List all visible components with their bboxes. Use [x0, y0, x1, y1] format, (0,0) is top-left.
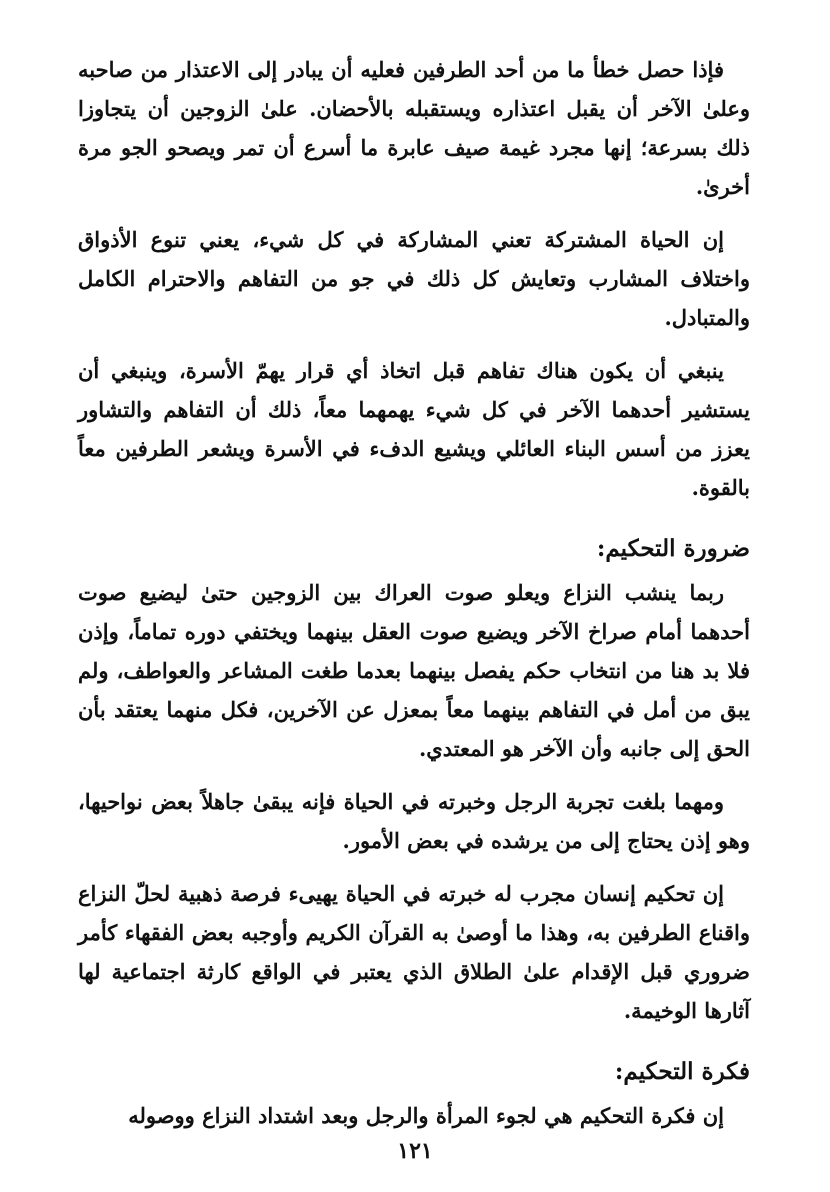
- paragraph-apology: فإذا حصل خطأ ما من أحد الطرفين فعليه أن يبادر إلى الاعتذار من صاحبه وعلىٰ الآخر أن يقبل اعتذاره ويستقبله بالأحضان. علىٰ الزوجين أن يتجاوزا ذلك بسرعة؛ إنها مجرد غيمة صيف عابرة ما أسرع أن تمر ويصحو الجو مرة أخرىٰ.: [78, 57, 750, 199]
- page-number: ١٢١: [397, 1138, 433, 1164]
- paragraph-arbitration-idea: إن فكرة التحكيم هي لجوء المرأة والرجل وبعد اشتداد النزاع ووصوله: [128, 1103, 724, 1128]
- paragraph-mutual-understanding: ينبغي أن يكون هناك تفاهم قبل اتخاذ أي قرار يهمّ الأسرة، وينبغي أن يستشير أحدهما الآخر في كل شيء يهمهما معاً، ذلك أن التفاهم والتشاور يعزز من أسس البناء العائلي ويشيع الدفء في الأسرة ويشعر الطرفين معاً بالقوة.: [78, 358, 750, 500]
- paragraph-dispute: ربما ينشب النزاع ويعلو صوت العراك بين الزوجين حتىٰ ليضيع صوت أحدهما أمام صراخ الآخر ويضيع صوت العقل بينهما ويختفي دوره تماماً، وإذن فلا بد هنا من انتخاب حكم يفصل بينهما بعدما طغت المشاعر والعواطف، ولم يبق من أمل في التفاهم بينهما معاً بمعزل عن الآخرين، فكل منهما يعتقد بأن الحق إلى جانبه وأن الآخر هو المعتدي.: [78, 580, 750, 761]
- heading-idea-of-arbitration: فكرة التحكيم:: [614, 1058, 750, 1085]
- paragraph-arbitrator: إن تحكيم إنسان مجرب له خبرته في الحياة يهيىء فرصة ذهبية لحلّ النزاع واقناع الطرفين به، وهذا ما أوصىٰ به القرآن الكريم وأوجبه بعض الفقهاء كأمر ضروري قبل الإقدام علىٰ الطلاق الذي يعتبر في الواقع كارثة اجتماعية لها آثارها الوخيمة.: [78, 881, 750, 1023]
- paragraph-shared-life: إن الحياة المشتركة تعني المشاركة في كل شيء، يعني تنوع الأذواق واختلاف المشارب وتعايش كل ذلك في جو من التفاهم والاحترام الكامل والمتبادل.: [78, 227, 750, 330]
- page-body: [78, 50, 750, 1149]
- paragraph-experience: ومهما بلغت تجربة الرجل وخبرته في الحياة فإنه يبقىٰ جاهلاً بعض نواحيها، وهو إذن يحتاج إلى من يرشده في بعض الأمور.: [78, 789, 750, 853]
- heading-necessity-of-arbitration: ضرورة التحكيم:: [596, 535, 750, 562]
